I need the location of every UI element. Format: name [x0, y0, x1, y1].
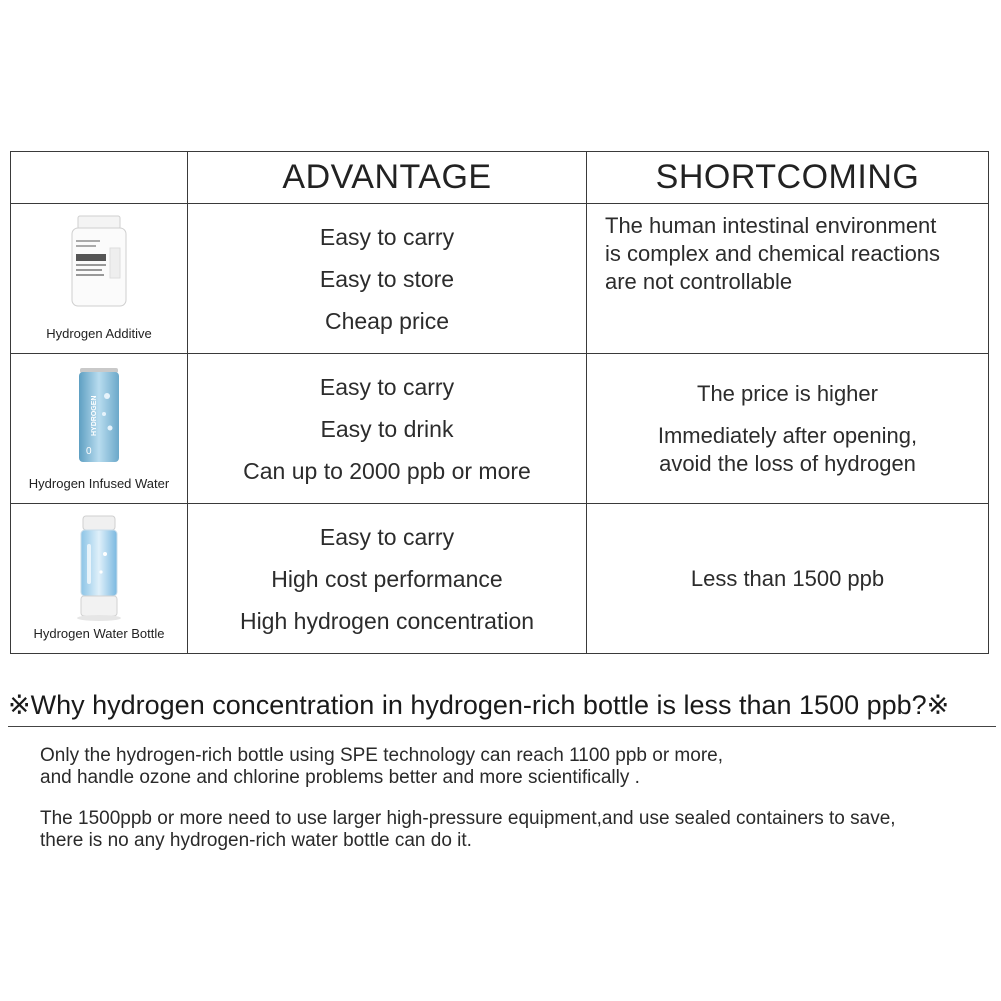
advantage-cell	[188, 204, 587, 354]
product-label: Hydrogen Infused Water	[28, 476, 170, 491]
advantage-item: Easy to carry	[319, 223, 455, 250]
table-row	[11, 504, 989, 654]
shortcoming-line: is complex and chemical reactions	[605, 241, 941, 266]
advantage-item: Can up to 2000 ppb or more	[243, 457, 531, 484]
header-shortcoming: SHORTCOMING	[587, 152, 989, 204]
shortcoming-line: avoid the loss of hydrogen	[659, 450, 916, 476]
shortcoming-cell	[587, 204, 989, 354]
advantage-item: Easy to carry	[319, 373, 455, 400]
note-paragraph-1	[40, 745, 723, 789]
divider	[8, 726, 996, 727]
shortcoming-line: The price is higher	[697, 380, 878, 406]
advantage-item: High cost performance	[271, 565, 503, 592]
table-header-row	[11, 152, 989, 204]
advantage-item: Cheap price	[324, 307, 450, 334]
header-blank	[11, 152, 188, 204]
header-advantage: ADVANTAGE	[188, 152, 587, 204]
shortcoming-line: Less than 1500 ppb	[690, 565, 885, 591]
note-line: Only the hydrogen-rich bottle using SPE technology can reach 1100 ppb or more,	[40, 745, 723, 766]
hydrogen-can-icon	[74, 366, 124, 466]
note-title: ※Why hydrogen concentration in hydrogen-rich bottle is less than 1500 ppb?※	[8, 690, 950, 720]
product-cell	[11, 504, 188, 654]
advantage-cell	[188, 504, 587, 654]
advantage-item: Easy to store	[319, 265, 455, 292]
product-label: Hydrogen Additive	[46, 326, 152, 341]
product-cell	[11, 354, 188, 504]
product-cell	[11, 204, 188, 354]
advantage-cell	[188, 354, 587, 504]
shortcoming-line: Immediately after opening,	[657, 422, 918, 448]
water-bottle-icon	[71, 514, 127, 622]
can-brand-text: HYDROGEN	[91, 395, 98, 436]
shortcoming-line: are not controllable	[605, 269, 793, 294]
advantage-item: Easy to drink	[320, 415, 454, 442]
note-line: The 1500ppb or more need to use larger high-pressure equipment,and use sealed containers to save,	[40, 808, 896, 829]
advantage-item: High hydrogen concentration	[239, 607, 535, 634]
table-row	[11, 354, 989, 504]
advantage-item: Easy to carry	[319, 523, 455, 550]
shortcoming-cell	[587, 354, 989, 504]
table-row	[11, 204, 989, 354]
note-line: there is no any hydrogen-rich water bottle can do it.	[40, 830, 472, 851]
note-paragraph-2	[40, 808, 896, 852]
supplement-bottle-icon	[64, 214, 134, 309]
comparison-table	[10, 151, 988, 652]
shortcoming-cell	[587, 504, 989, 654]
note-line: and handle ozone and chlorine problems better and more scientifically .	[40, 767, 640, 788]
svg-text:0: 0	[86, 446, 92, 457]
shortcoming-line: The human intestinal environment	[605, 213, 937, 238]
product-label: Hydrogen Water Bottle	[33, 626, 165, 641]
